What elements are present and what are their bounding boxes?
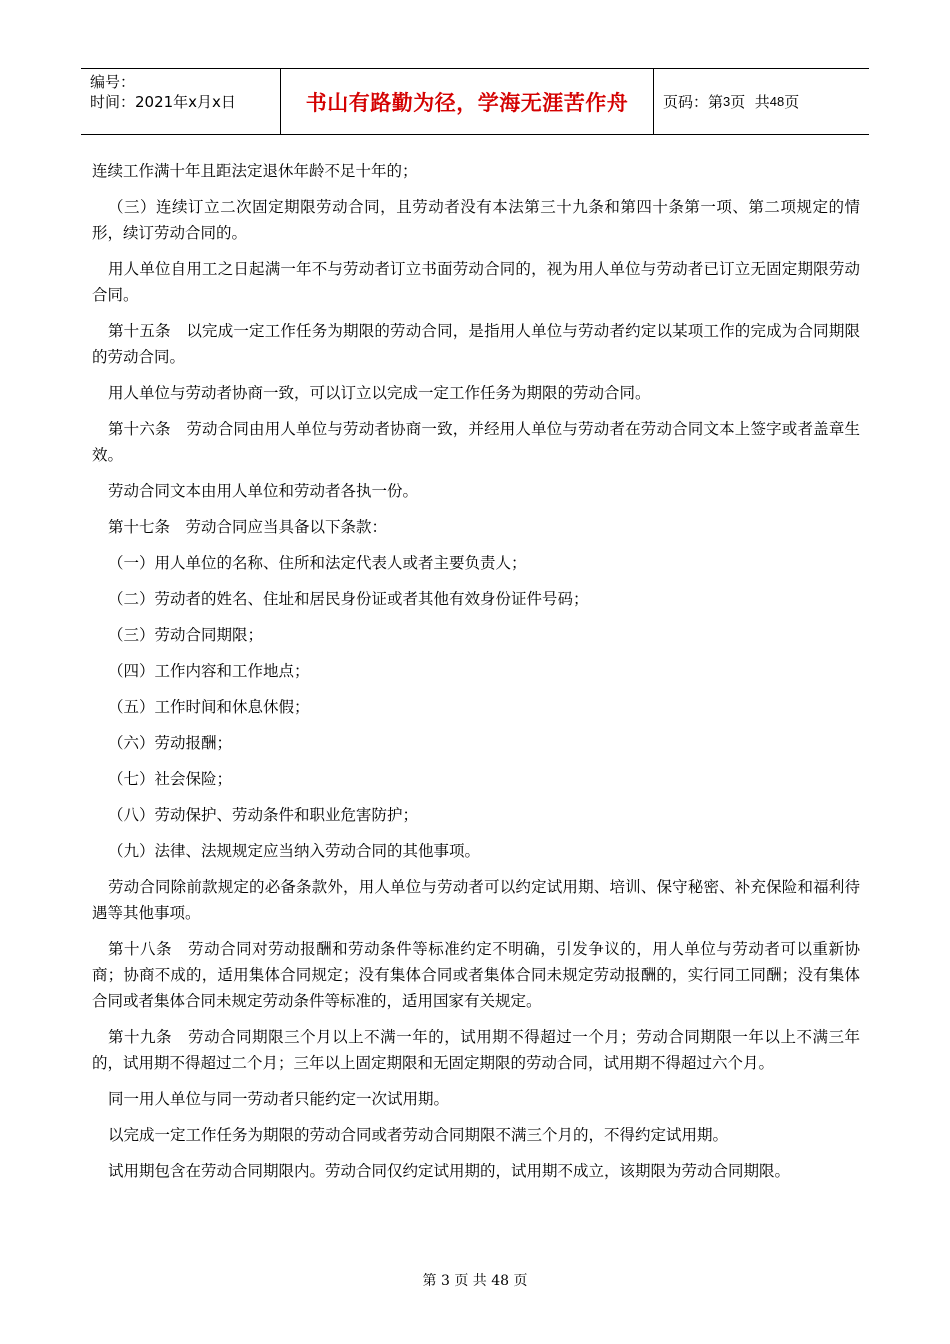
footer-current-page: 3 <box>440 1273 450 1289</box>
header-meta <box>90 72 280 112</box>
page-footer <box>0 1270 950 1290</box>
article-paragraph: 第十五条 以完成一定工作任务为期限的劳动合同，是指用人单位与劳动者约定以某项工作的完成为合同期限的劳动合同。 <box>92 322 860 366</box>
list-item: （五）工作时间和休息休假； <box>108 698 310 716</box>
list-item: （三）劳动合同期限； <box>108 626 264 644</box>
article-paragraph: 第十七条 劳动合同应当具备以下条款： <box>108 518 388 536</box>
header-divider-right <box>653 69 654 134</box>
list-item: （八）劳动保护、劳动条件和职业危害防护； <box>108 806 419 824</box>
page-header <box>81 68 869 135</box>
total-pages-number: 48 <box>769 94 785 109</box>
list-item: （一）用人单位的名称、住所和法定代表人或者主要负责人； <box>108 554 527 572</box>
footer-total-pages: 48 <box>491 1273 510 1289</box>
article-paragraph: 第十八条 劳动合同对劳动报酬和劳动条件等标准约定不明确，引发争议的，用人单位与劳动者可以重新协商；协商不成的，适用集体合同规定；没有集体合同或者集体合同未规定劳动报酬的，实行同工同酬；没有集体合同或者集体合同未规定劳动条件等标准的，适用国家有关规定。 <box>92 940 860 1010</box>
paragraph: 用人单位与劳动者协商一致，可以订立以完成一定工作任务为期限的劳动合同。 <box>108 384 651 402</box>
list-item: （六）劳动报酬； <box>108 734 233 752</box>
document-number-label: 编号： <box>90 73 136 91</box>
list-item: （九）法律、法规规定应当纳入劳动合同的其他事项。 <box>108 842 481 860</box>
paragraph: 同一用人单位与同一劳动者只能约定一次试用期。 <box>108 1090 450 1108</box>
paragraph: （三）连续订立二次固定期限劳动合同，且劳动者没有本法第三十九条和第四十条第一项、第二项规定的情形，续订劳动合同的。 <box>92 198 860 242</box>
footer-prefix: 第 <box>422 1273 437 1289</box>
footer-suffix: 页 <box>513 1273 528 1289</box>
list-item: （二）劳动者的姓名、住址和居民身份证或者其他有效身份证件号码； <box>108 590 589 608</box>
paragraph: 劳动合同除前款规定的必备条款外，用人单位与劳动者可以约定试用期、培训、保守秘密、补充保险和福利待遇等其他事项。 <box>92 878 860 922</box>
page-label-mid: 页 共 <box>730 93 770 111</box>
paragraph: 用人单位自用工之日起满一年不与劳动者订立书面劳动合同的，视为用人单位与劳动者已订立无固定期限劳动合同。 <box>92 260 860 304</box>
article-paragraph: 第十九条 劳动合同期限三个月以上不满一年的，试用期不得超过一个月；劳动合同期限一年以上不满三年的，试用期不得超过二个月；三年以上固定期限和无固定期限的劳动合同，试用期不得超过六个月。 <box>92 1028 860 1072</box>
current-page-number: 3 <box>723 94 731 109</box>
list-item: （七）社会保险； <box>108 770 233 788</box>
document-date-label: 时间：2021年x月x日 <box>90 93 236 111</box>
header-page-indicator <box>663 69 799 134</box>
list-item: （四）工作内容和工作地点； <box>108 662 310 680</box>
paragraph: 连续工作满十年且距法定退休年龄不足十年的； <box>92 162 418 180</box>
header-motto: 书山有路勤为径，学海无涯苦作舟 <box>305 90 629 115</box>
page-label-suffix: 页 <box>784 93 800 111</box>
article-paragraph: 第十六条 劳动合同由用人单位与劳动者协商一致，并经用人单位与劳动者在劳动合同文本上签字或者盖章生效。 <box>92 420 860 464</box>
page-label-prefix: 页码：第 <box>663 93 724 111</box>
paragraph: 试用期包含在劳动合同期限内。劳动合同仅约定试用期的，试用期不成立，该期限为劳动合同期限。 <box>108 1162 791 1180</box>
footer-mid: 页 共 <box>454 1273 487 1289</box>
document-body <box>92 158 860 1194</box>
paragraph: 劳动合同文本由用人单位和劳动者各执一份。 <box>108 482 419 500</box>
paragraph: 以完成一定工作任务为期限的劳动合同或者劳动合同期限不满三个月的，不得约定试用期。 <box>108 1126 729 1144</box>
